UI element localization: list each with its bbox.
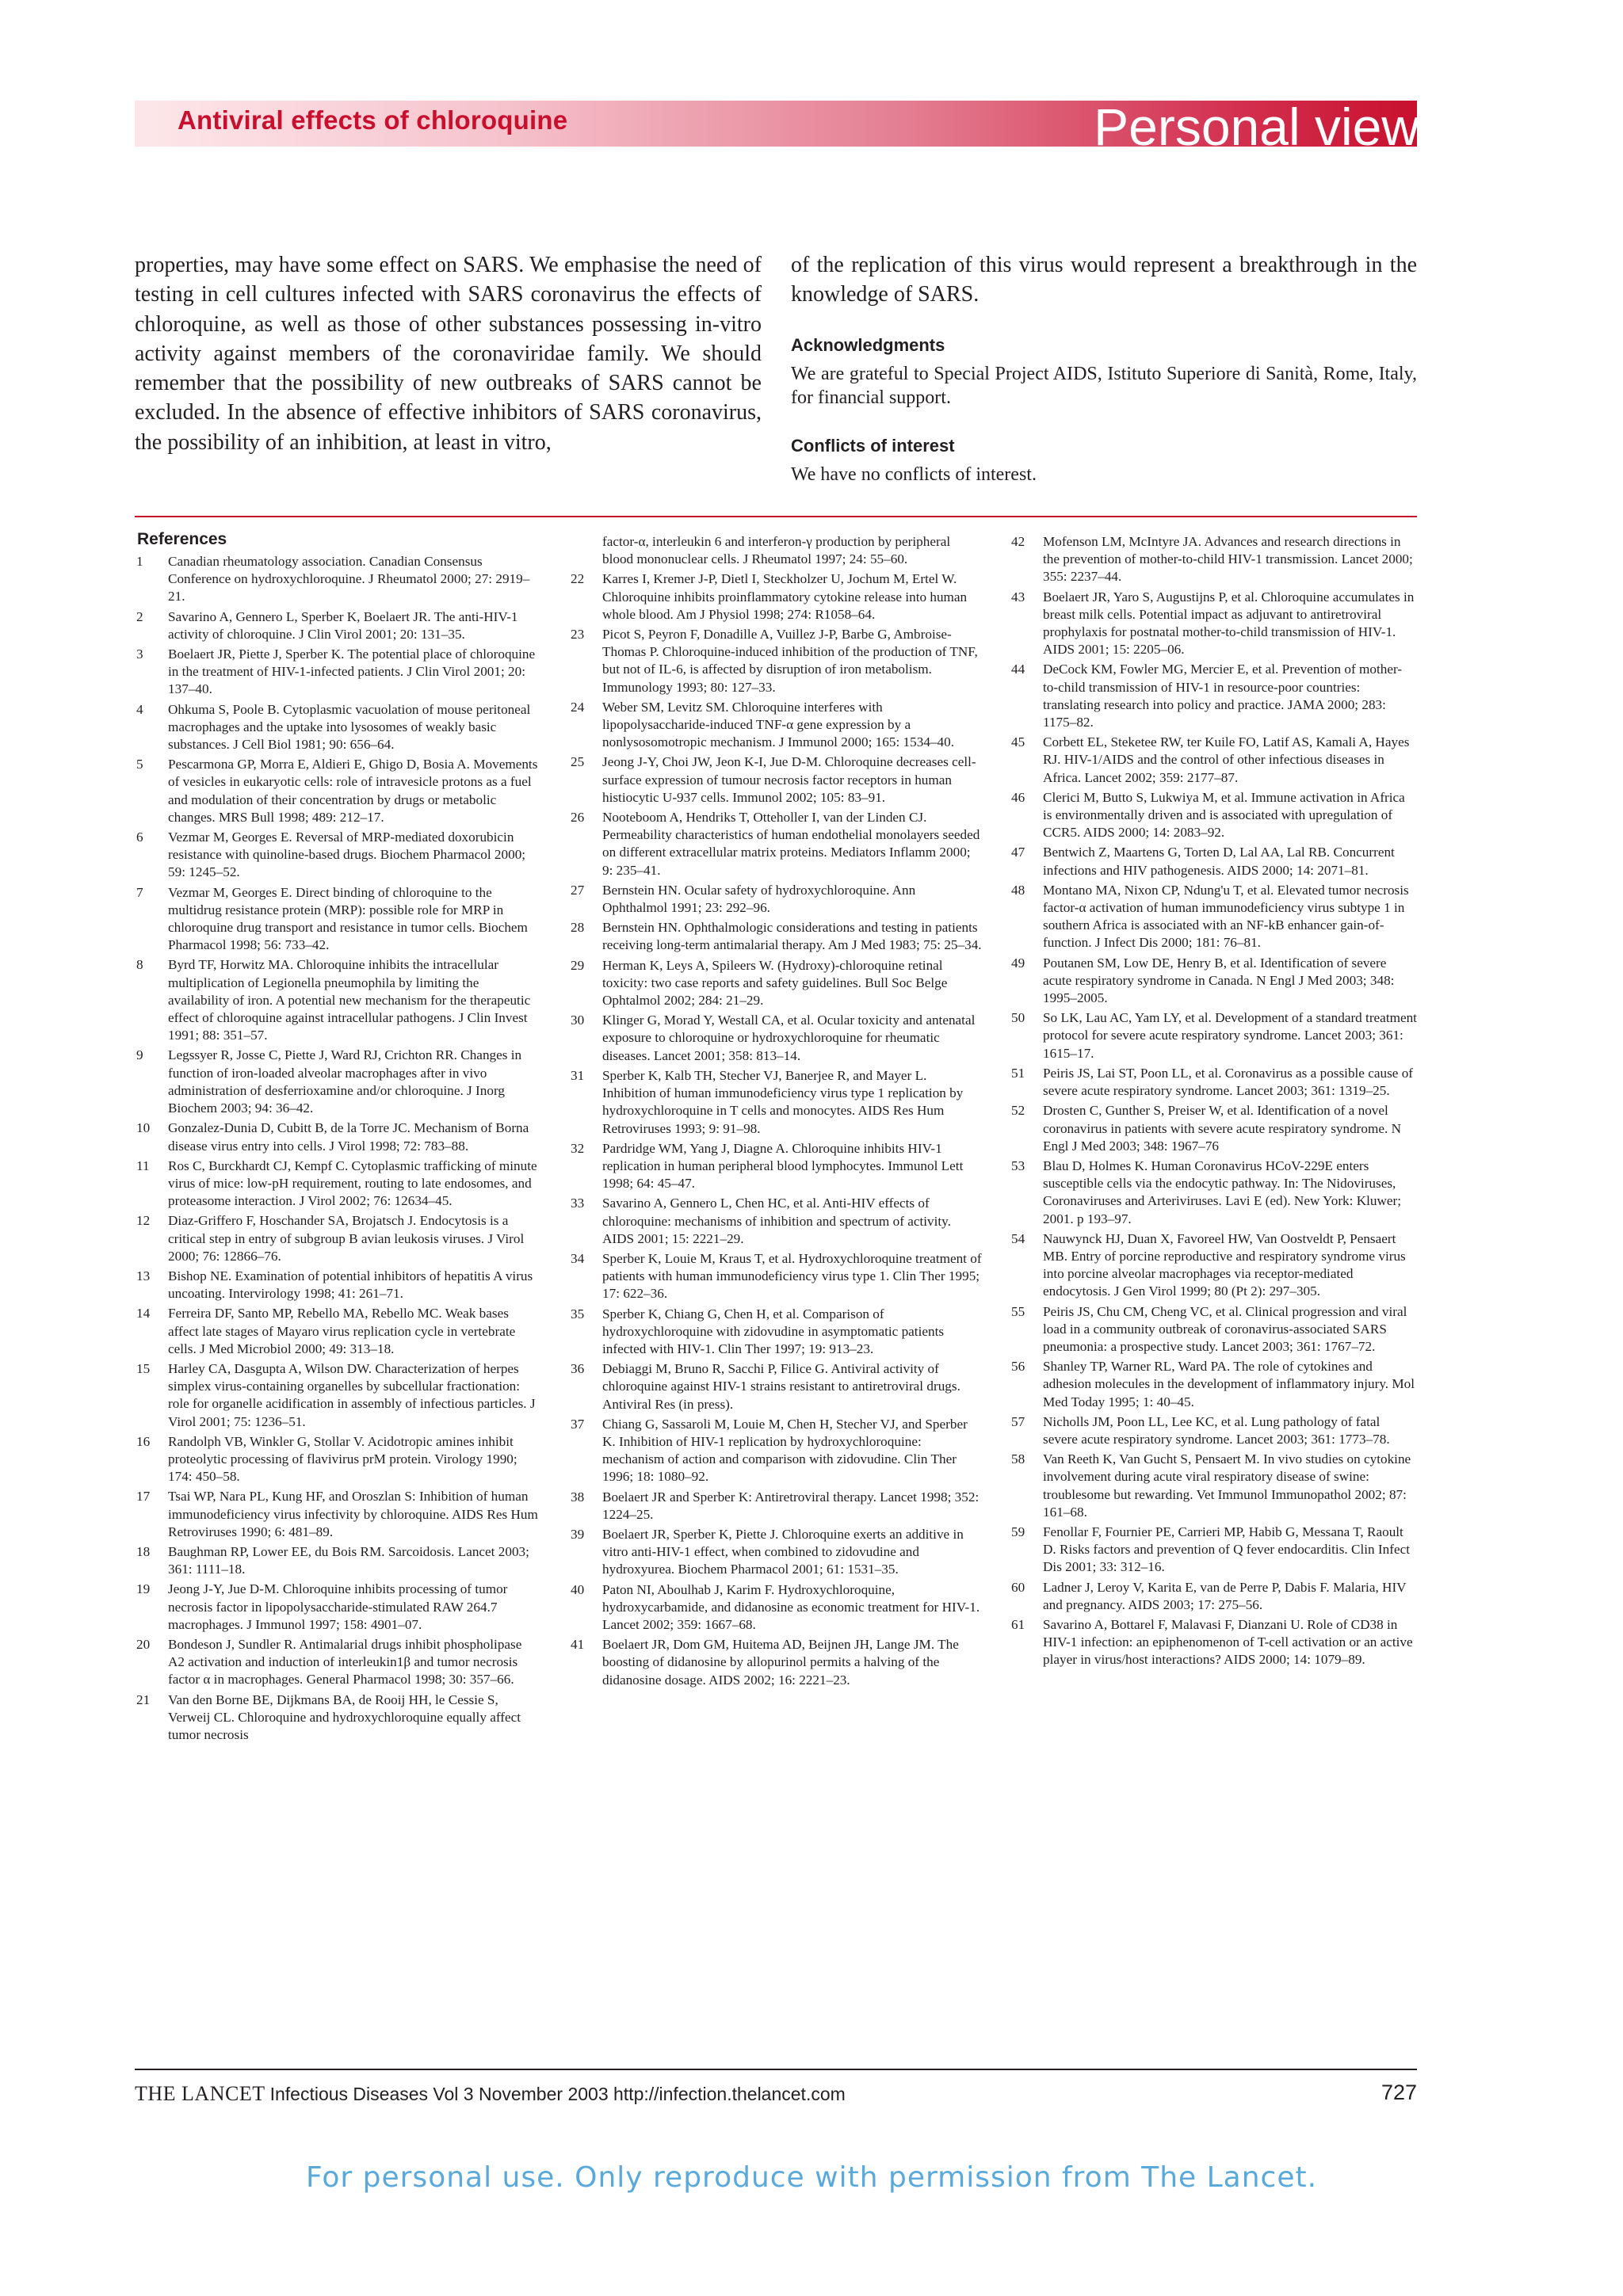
reference-number: 39 [571, 1526, 585, 1542]
reference-text: Debiaggi M, Bruno R, Sacchi P, Filice G. Antiviral activity of chloroquine against HIV-1 strains resistant to antiretroviral drugs. Antiviral Res (in press). [602, 1361, 960, 1412]
reference-text: Sperber K, Chiang G, Chen H, et al. Comparison of hydroxychloroquine with zidovudine in asymptomatic patients infected with HIV-1. Clin Ther 1997; 19: 913–23. [602, 1306, 945, 1356]
reference-number: 16 [136, 1433, 151, 1449]
reference-item [571, 570, 983, 624]
reference-item [136, 1212, 540, 1265]
reference-number: 48 [1011, 882, 1025, 898]
reference-item [136, 1581, 540, 1634]
reference-text: Randolph VB, Winkler G, Stollar V. Acidotropic amines inhibit proteolytic processing of flavivirus prM protein. Virology 1990; 174: 450–58. [168, 1433, 517, 1485]
reference-text: Mofenson LM, McIntyre JA. Advances and research directions in the prevention of mother-to-child HIV-1 transmission. Lancet 2000; 355: 2237–44. [1043, 534, 1413, 585]
reference-text: Poutanen SM, Low DE, Henry B, et al. Identification of severe acute respiratory syndrome in Canada. N Engl J Med 2003; 348: 1995–2005. [1043, 955, 1395, 1006]
reference-item [136, 553, 540, 606]
reference-text: Ferreira DF, Santo MP, Rebello MA, Rebello MC. Weak bases affect late stages of Mayaro virus replication cycle in vertebrate cells. J Med Microbiol 2000; 49: 313–18. [168, 1306, 516, 1356]
reference-number: 29 [571, 957, 585, 973]
reference-item [571, 809, 983, 879]
reference-item [1011, 1158, 1417, 1228]
reference-number: 1 [136, 554, 143, 569]
body-paragraph: of the replication of this virus would represent a breakthrough in the knowledge of SARS. [791, 253, 1417, 307]
reference-text: Diaz-Griffero F, Hoschander SA, Brojatsch J. Endocytosis is a critical step in entry of subgroup B avian leukosis viruses. J Virol 2000; 76: 12866–76. [168, 1213, 525, 1264]
reference-text: Boelaert JR, Yaro S, Augustijns P, et al. Chloroquine accumulates in breast milk cells. Potential impact as adjuvant to antiretroviral prophylaxis for postnatal mother-to-child transmission of HIV-1. AIDS 2001; 15: 2205–06. [1043, 589, 1415, 658]
reference-item [571, 1360, 983, 1413]
reference-item [136, 1488, 540, 1541]
reference-number [571, 533, 602, 568]
reference-number: 50 [1011, 1010, 1025, 1026]
reference-item [1011, 1230, 1417, 1301]
reference-number: 12 [136, 1213, 151, 1229]
reference-item [1011, 533, 1417, 586]
journal-issue: Infectious Diseases Vol 3 November 2003 http://infection.thelancet.com [269, 2084, 846, 2104]
reference-text: Sperber K, Kalb TH, Stecher VJ, Banerjee R, and Mayer L. Inhibition of human immunodeficiency virus type 1 replication by hydroxychloroquine in T cells and monocytes. AIDS Res Hum Retroviruses 1993; 9: 91–98. [602, 1067, 964, 1136]
reference-item [571, 1306, 983, 1359]
reference-number: 11 [136, 1158, 150, 1173]
reference-item [136, 1691, 540, 1745]
reference-number: 46 [1011, 789, 1025, 805]
reference-item [136, 956, 540, 1044]
reference-text: Klinger G, Morad Y, Westall CA, et al. Ocular toxicity and antenatal exposure to chloroquine or hydroxychloroquine for rheumatic diseases. Lancet 2001; 358: 813–14. [602, 1013, 976, 1063]
reference-number: 32 [571, 1140, 585, 1156]
reference-item [1011, 1102, 1417, 1155]
reference-number: 2 [136, 608, 143, 624]
reference-item [571, 1489, 983, 1524]
reference-text: Legssyer R, Josse C, Piette J, Ward RJ, Crichton RR. Changes in function of iron-loaded alveolar macrophages after in vivo administration of desferrioxamine and/or chloroquine. J Inorg Biochem 2003; 94: 36–42. [168, 1047, 522, 1116]
reference-text: Boelaert JR, Dom GM, Huitema AD, Beijnen JH, Lange JM. The boosting of didanosine by allopurinol permits a halving of the didanosine dosage. AIDS 2002; 16: 2221–23. [602, 1637, 959, 1688]
reference-text: Savarino A, Gennero L, Sperber K, Boelaert JR. The anti-HIV-1 activity of chloroquine. J Clin Virol 2001; 20: 131–35. [168, 608, 518, 642]
reference-item [571, 1526, 983, 1579]
references-column-2 [571, 533, 983, 1691]
reference-text: Bondeson J, Sundler R. Antimalarial drugs inhibit phospholipase A2 activation and induction of interleukin1β and tumor necrosis factor α in macrophages. General Pharmacol 1998; 30: 357–66. [168, 1636, 522, 1688]
reference-text: Ros C, Burckhardt CJ, Kempf C. Cytoplasmic trafficking of minute virus of mice: low-pH requirement, routing to late endosomes, and proteasome interaction. J Virol 2002; 76: 12634–45. [168, 1158, 537, 1209]
reference-text: Tsai WP, Nara PL, Kung HF, and Oroszlan S: Inhibition of human immunodeficiency virus infectivity by chloroquine. AIDS Res Hum Retroviruses 1990; 6: 481–89. [168, 1489, 538, 1539]
reference-item [571, 1140, 983, 1193]
references-column-3 [1011, 533, 1417, 1672]
conflicts-heading: Conflicts of interest [791, 435, 955, 456]
reference-number: 27 [571, 882, 585, 898]
reference-text: Van Reeth K, Van Gucht S, Pensaert M. In vivo studies on cytokine involvement during acute viral respiratory disease of swine: troublesome but rewarding. Vet Immunol Immunopathol 2002; 87: 161–68. [1043, 1451, 1411, 1520]
reference-item [136, 1433, 540, 1486]
reference-number: 15 [136, 1360, 151, 1376]
reference-text: Shanley TP, Warner RL, Ward PA. The role of cytokines and adhesion molecules in the development of inflammatory injury. Mol Med Today 1995; 1: 40–45. [1043, 1359, 1415, 1409]
reference-item [1011, 1358, 1417, 1411]
reference-number: 28 [571, 920, 585, 936]
reference-text: Picot S, Peyron F, Donadille A, Vuillez J-P, Barbe G, Ambroise-Thomas P. Chloroquine-induced inhibition of the production of TNF, but not of IL-6, is affected by disruption of iron metabolism. Immunology 1993; 80: 127–33. [602, 627, 978, 695]
reference-text: Nooteboom A, Hendriks T, Otteholler I, van der Linden CJ. Permeability characteristics of human endothelial monolayers seeded on different extracellular matrix proteins. Mediators Inflamm 2000; 9: 235–41. [602, 810, 980, 878]
reference-text: Pardridge WM, Yang J, Diagne A. Chloroquine inhibits HIV-1 replication in human peripheral blood lymphocytes. Immunol Lett 1998; 64: 45–47. [602, 1140, 964, 1192]
reference-text: Ohkuma S, Poole B. Cytoplasmic vacuolation of mouse peritoneal macrophages and the uptake into lysosomes of weakly basic substances. J Cell Biol 1981; 90: 656–64. [168, 701, 531, 753]
reference-text: Bernstein HN. Ocular safety of hydroxychloroquine. Ann Ophthalmol 1991; 23: 292–96. [602, 882, 916, 916]
reference-text: Peiris JS, Lai ST, Poon LL, et al. Coronavirus as a possible cause of severe acute respiratory syndrome. Lancet 2003; 361: 1319–25. [1043, 1065, 1414, 1099]
reference-item [1011, 955, 1417, 1008]
references-divider [135, 516, 1417, 517]
reference-number: 60 [1011, 1579, 1025, 1595]
reference-text: Fenollar F, Fournier PE, Carrieri MP, Habib G, Messana T, Raoult D. Risks factors and prevention of Q fever endocarditis. Clin Infect Dis 2001; 33: 312–16. [1043, 1524, 1410, 1575]
reference-text: Jeong J-Y, Jue D-M. Chloroquine inhibits processing of tumor necrosis factor in lipopolysaccharide-stimulated RAW 264.7 macrophages. J Immunol 1997; 158: 4901–07. [168, 1581, 508, 1632]
reference-item [136, 1636, 540, 1689]
reference-text: Bentwich Z, Maartens G, Torten D, Lal AA, Lal RB. Concurrent infections and HIV pathogenesis. AIDS 2000; 14: 2071–81. [1043, 845, 1395, 878]
reference-item [136, 1047, 540, 1117]
reference-item [1011, 589, 1417, 659]
reference-text: Gonzalez-Dunia D, Cubitt B, de la Torre JC. Mechanism of Borna disease virus entry into cells. J Virol 1998; 72: 783–88. [168, 1120, 529, 1154]
reference-number: 41 [571, 1637, 585, 1653]
section-label: Personal view [1094, 97, 1419, 147]
reference-text: Ladner J, Leroy V, Karita E, van de Perre P, Dabis F. Malaria, HIV and pregnancy. AIDS 2003; 17: 275–56. [1043, 1579, 1407, 1612]
reference-text: Montano MA, Nixon CP, Ndung'u T, et al. Elevated tumor necrosis factor-α activation of human immunodeficiency virus subtype 1 in southern Africa is associated with an NF-kB enhancer gain-of-function. J Infect Dis 2000; 181: 76–81. [1043, 882, 1409, 951]
reference-text: Clerici M, Butto S, Lukwiya M, et al. Immune activation in Africa is environmentally driven and is associated with upregulation of CCR5. AIDS 2000; 14: 2083–92. [1043, 789, 1405, 841]
reference-item [136, 1158, 540, 1211]
references-column-1 [136, 553, 540, 1746]
reference-text: Nauwynck HJ, Duan X, Favoreel HW, Van Oostveldt P, Pensaert MB. Entry of porcine reproductive and respiratory syndrome virus into porcine alveolar macrophages via receptor-mediated endocytosis. J Gen Virol 1999; 80 (Pt 2): 297–305. [1043, 1230, 1406, 1299]
reference-number: 61 [1011, 1616, 1025, 1632]
reference-number: 5 [136, 757, 143, 772]
reference-item [571, 957, 983, 1010]
reference-text: Vezmar M, Georges E. Direct binding of chloroquine to the multidrug resistance protein (MRP): possible role for MRP in chloroquine drug transport and resistance in tumor cells. Biochem Pharmacol 1998; 56: 733–42. [168, 884, 528, 953]
page-number: 727 [1381, 2081, 1417, 2104]
reference-item [1011, 882, 1417, 952]
reference-item [571, 533, 983, 568]
body-paragraph: properties, may have some effect on SARS. We emphasise the need of testing in cell cultures infected with SARS coronavirus the effects of chloroquine, as well as those of other substances possessing in-vitro activity against members of the coronaviridae family. We should remember that the possibility of new outbreaks of SARS cannot be excluded. In the absence of effective inhibitors of SARS coronavirus, the possibility of an inhibition, at least in vitro, [135, 253, 762, 455]
reference-number: 26 [571, 810, 585, 826]
reference-number: 37 [571, 1416, 585, 1432]
reference-number: 23 [571, 627, 585, 643]
reference-number: 35 [571, 1306, 585, 1322]
conflicts-text: We have no conflicts of interest. [791, 463, 1037, 485]
reference-number: 54 [1011, 1230, 1025, 1246]
reference-item [571, 626, 983, 696]
reference-number: 25 [571, 754, 585, 770]
reference-item [571, 699, 983, 752]
reference-number: 14 [136, 1306, 151, 1322]
reference-item [571, 1195, 983, 1248]
reference-number: 38 [571, 1489, 585, 1505]
reference-text: So LK, Lau AC, Yam LY, et al. Development of a standard treatment protocol for severe acute respiratory syndrome. Lancet 2003; 361: 1615–17. [1043, 1010, 1417, 1061]
reference-text: Canadian rheumatology association. Canadian Consensus Conference on hydroxychloroquine. J Rheumatol 2000; 27: 2919–21. [168, 554, 530, 605]
reference-text: Blau D, Holmes K. Human Coronavirus HCoV-229E enters susceptible cells via the endocytic pathway. In: The Nidoviruses, Coronaviruses and Arteriviruses. Lavi E (ed). New York: Kluwer; 2001. p 193–97. [1043, 1158, 1402, 1226]
reference-text: Karres I, Kremer J-P, Dietl I, Steckholzer U, Jochum M, Ertel W. Chloroquine inhibits proinflammatory cytokine release into human whole blood. Am J Physiol 1998; 274: R1058–64. [602, 571, 968, 622]
reference-number: 59 [1011, 1524, 1025, 1539]
reference-text: Bernstein HN. Ophthalmologic considerations and testing in patients receiving long-term antimalarial therapy. Am J Med 1983; 75: 25–34. [602, 920, 982, 953]
reference-item [571, 1416, 983, 1486]
reference-number: 56 [1011, 1359, 1025, 1375]
reference-item [571, 1067, 983, 1138]
reference-item [571, 882, 983, 917]
acknowledgments-heading: Acknowledgments [791, 334, 945, 355]
reference-number: 4 [136, 701, 143, 717]
section-title: Antiviral effects of chloroquine [178, 105, 568, 135]
reference-number: 53 [1011, 1158, 1025, 1173]
reference-number: 40 [571, 1581, 585, 1597]
reference-item [571, 1250, 983, 1303]
reference-item [1011, 844, 1417, 879]
reference-text: Peiris JS, Chu CM, Cheng VC, et al. Clinical progression and viral load in a community outbreak of coronavirus-associated SARS pneumonia: a prospective study. Lancet 2003; 361: 1767–72. [1043, 1303, 1407, 1354]
reference-number: 36 [571, 1361, 585, 1377]
reference-number: 52 [1011, 1103, 1025, 1119]
reference-text: Drosten C, Gunther S, Preiser W, et al. Identification of a novel coronavirus in patients with severe acute respiratory syndrome. N Engl J Med 2003; 348: 1967–76 [1043, 1103, 1401, 1154]
reference-item [136, 646, 540, 699]
reference-number: 34 [571, 1250, 585, 1266]
body-column-right [791, 250, 1417, 486]
reference-item [136, 1543, 540, 1578]
journal-name: THE LANCET [135, 2082, 265, 2105]
reference-item [136, 1305, 540, 1358]
reference-number: 10 [136, 1120, 151, 1136]
reference-item [1011, 661, 1417, 731]
reference-text: Herman K, Leys A, Spileers W. (Hydroxy)-chloroquine retinal toxicity: two case reports and safety guidelines. Bull Soc Belge Ophtalmol 2002; 284: 21–29. [602, 957, 948, 1009]
reference-item [136, 884, 540, 955]
reference-number: 18 [136, 1543, 151, 1559]
reference-number: 3 [136, 646, 143, 662]
reference-number: 44 [1011, 662, 1025, 677]
reference-text: Baughman RP, Lower EE, du Bois RM. Sarcoidosis. Lancet 2003; 361: 1111–18. [168, 1543, 529, 1577]
reference-number: 17 [136, 1489, 151, 1505]
reference-number: 47 [1011, 845, 1025, 860]
reference-number: 49 [1011, 955, 1025, 971]
reference-text: Harley CA, Dasgupta A, Wilson DW. Characterization of herpes simplex virus-containing organelles by subcellular fractionation: role for organelle acidification in assembly of infectious particles. J Virol 2001; 75: 1236–51. [168, 1360, 536, 1429]
permission-watermark: For personal use. Only reproduce with permission from The Lancet. [305, 2161, 1318, 2194]
reference-text: Bishop NE. Examination of potential inhibitors of hepatitis A virus uncoating. Intervirology 1998; 41: 261–71. [168, 1268, 533, 1302]
reference-item [1011, 1616, 1417, 1669]
reference-item [1011, 1579, 1417, 1614]
reference-item [571, 1581, 983, 1634]
reference-number: 51 [1011, 1065, 1025, 1081]
reference-item [1011, 1303, 1417, 1356]
reference-number: 21 [136, 1691, 151, 1707]
reference-number: 20 [136, 1636, 151, 1652]
reference-text: factor-α, interleukin 6 and interferon-γ production by peripheral blood mononuclear cells. J Rheumatol 1997; 24: 55–60. [602, 534, 951, 567]
reference-number: 13 [136, 1268, 151, 1283]
reference-number: 33 [571, 1196, 585, 1211]
reference-text: Chiang G, Sassaroli M, Louie M, Chen H, Stecher VJ, and Sperber K. Inhibition of HIV-1 replication by hydroxychloroquine: mechanism of action and comparison with zidovudine. Clin Ther 1996; 18: 1080–92. [602, 1416, 968, 1485]
reference-number: 42 [1011, 534, 1025, 549]
reference-text: Weber SM, Levitz SM. Chloroquine interferes with lipopolysaccharide-induced TNF-α gene expression by a nonlysosomotropic mechanism. J Immunol 2000; 165: 1534–40. [602, 699, 954, 750]
reference-text: Boelaert JR, Piette J, Sperber K. The potential place of chloroquine in the treatment of HIV-1-infected patients. J Clin Virol 2001; 20: 137–40. [168, 646, 536, 697]
reference-number: 58 [1011, 1451, 1025, 1467]
reference-text: Sperber K, Louie M, Kraus T, et al. Hydroxychloroquine treatment of patients with human immunodeficiency virus type 1. Clin Ther 1995; 17: 622–36. [602, 1250, 982, 1302]
reference-number: 30 [571, 1013, 585, 1028]
reference-number: 22 [571, 571, 585, 587]
reference-text: Corbett EL, Steketee RW, ter Kuile FO, Latif AS, Kamali A, Hayes RJ. HIV-1/AIDS and the control of other infectious diseases in Africa. Lancet 2002; 359: 2177–87. [1043, 734, 1410, 785]
reference-item [136, 1360, 540, 1431]
reference-item [1011, 1065, 1417, 1100]
reference-item [136, 608, 540, 643]
reference-item [136, 1119, 540, 1154]
reference-item [1011, 789, 1417, 842]
reference-number: 6 [136, 830, 143, 845]
reference-text: Savarino A, Gennero L, Chen HC, et al. Anti-HIV effects of chloroquine: mechanisms of inhibition and spectrum of activity. AIDS 2001; 15: 2221–29. [602, 1196, 951, 1246]
reference-item [136, 756, 540, 826]
reference-number: 57 [1011, 1413, 1025, 1429]
reference-text: Van den Borne BE, Dijkmans BA, de Rooij HH, le Cessie S, Verweij CL. Chloroquine and hydroxychloroquine equally affect tumor necrosis [168, 1691, 521, 1742]
reference-item [1011, 1413, 1417, 1448]
reference-number: 43 [1011, 589, 1025, 605]
reference-item [571, 919, 983, 954]
reference-number: 7 [136, 884, 143, 900]
reference-text: Jeong J-Y, Choi JW, Jeon K-I, Jue D-M. Chloroquine decreases cell-surface expression of tumour necrosis factor receptors in human histiocytic U-937 cells. Immunol 2002; 105: 83–91. [602, 754, 976, 805]
acknowledgments-text: We are grateful to Special Project AIDS, Istituto Superiore di Sanità, Rome, Italy, for financial support. [791, 363, 1417, 409]
reference-item [136, 829, 540, 882]
reference-text: DeCock KM, Fowler MG, Mercier E, et al. Prevention of mother-to-child transmission of HIV-1 in resource-poor countries: translating research into policy and practice. JAMA 2000; 283: 1175–82. [1043, 662, 1403, 730]
reference-text: Pescarmona GP, Morra E, Aldieri E, Ghigo D, Bosia A. Movements of vesicles in eukaryotic cells: role of intravesicle protons as a fuel and modulation of their concentration by drugs or metabolic changes. MRS Bull 1998; 489: 212–17. [168, 757, 538, 825]
reference-text: Boelaert JR, Sperber K, Piette J. Chloroquine exerts an additive in vitro anti-HIV-1 effect, when combined to zidovudine and hydroxyurea. Biochem Pharmacol 2001; 61: 1531–35. [602, 1526, 964, 1577]
reference-number: 19 [136, 1581, 151, 1597]
reference-number: 9 [136, 1047, 143, 1063]
footer-citation [135, 2082, 846, 2106]
reference-item [136, 1268, 540, 1302]
reference-item [1011, 1009, 1417, 1062]
reference-text: Boelaert JR and Sperber K: Antiretroviral therapy. Lancet 1998; 352: 1224–25. [602, 1489, 980, 1522]
reference-item [1011, 1524, 1417, 1577]
reference-number: 24 [571, 699, 585, 715]
reference-item [571, 1636, 983, 1689]
reference-text: Vezmar M, Georges E. Reversal of MRP-mediated doxorubicin resistance with quinoline-based drugs. Biochem Pharmacol 2000; 59: 1245–52. [168, 830, 526, 880]
reference-item [136, 701, 540, 754]
reference-number: 55 [1011, 1303, 1025, 1319]
reference-number: 8 [136, 957, 143, 973]
reference-text: Nicholls JM, Poon LL, Lee KC, et al. Lung pathology of fatal severe acute respiratory syndrome. Lancet 2003; 361: 1773–78. [1043, 1413, 1390, 1447]
reference-item [1011, 1451, 1417, 1521]
reference-text: Paton NI, Aboulhab J, Karim F. Hydroxychloroquine, hydroxycarbamide, and didanosine as economic treatment for HIV-1. Lancet 2002; 359: 1667–68. [602, 1581, 980, 1632]
reference-text: Byrd TF, Horwitz MA. Chloroquine inhibits the intracellular multiplication of Legionella pneumophila by limiting the availability of iron. A potential new mechanism for the therapeutic effect of chloroquine against intracellular pathogens. J Clin Invest 1991; 88: 351–57. [168, 957, 531, 1043]
reference-item [571, 1012, 983, 1065]
reference-text: Savarino A, Bottarel F, Malavasi F, Dianzani U. Role of CD38 in HIV-1 infection: an epiphenomenon of T-cell activation or an active player in virus/host interactions? AIDS 2000; 14: 1079–89. [1043, 1616, 1413, 1668]
reference-item [1011, 734, 1417, 787]
references-heading: References [137, 530, 227, 548]
footer-divider [135, 2069, 1417, 2070]
reference-number: 45 [1011, 734, 1025, 750]
reference-item [571, 753, 983, 807]
reference-number: 31 [571, 1067, 585, 1083]
body-column-left [135, 250, 762, 457]
